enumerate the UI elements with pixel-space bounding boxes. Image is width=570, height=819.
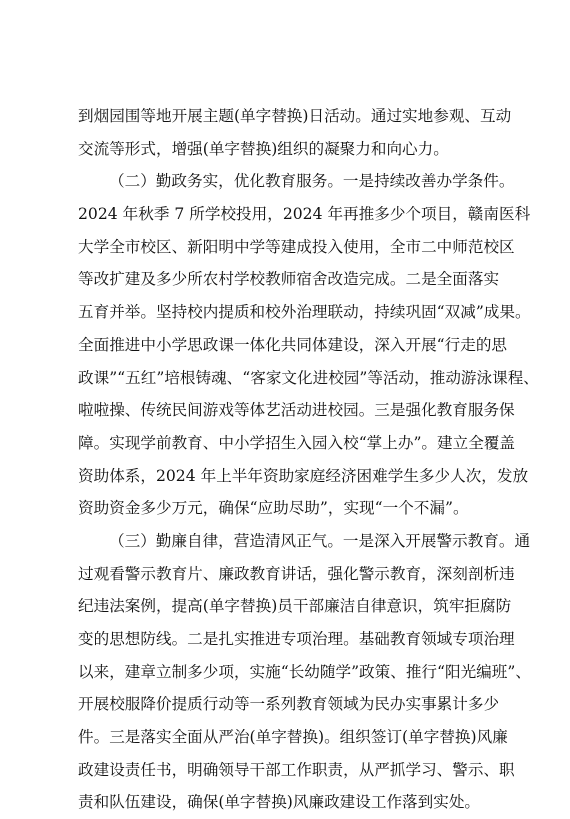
text-line: 资助体系，2024 年上半年资助家庭经济困难学生多少人次，发放: [78, 466, 529, 485]
text-line: 政课”“五红”培根铸魂、“客家文化进校园”等活动，推动游泳课程、: [78, 368, 539, 387]
text-line: 2024 年秋季 7 所学校投用，2024 年再推多少个项目，赣南医科: [78, 205, 531, 224]
text-line: 开展校服降价提质行动等一系列教育领域为民办实事累计多少: [78, 695, 500, 714]
text-line: 到烟园围等地开展主题(单字替换)日活动。通过实地参观、互动: [78, 107, 512, 125]
text-line: 大学全市校区、新阳明中学等建成投入使用，全市二中师范校区: [78, 237, 515, 256]
text-line: 件。三是落实全面从严治(单字替换)。组织签订(单字替换)风廉: [78, 728, 508, 747]
document-body: [78, 100, 539, 819]
text-line: 资助资金多少万元，确保“应助尽助”，实现“一个不漏”。: [78, 499, 469, 518]
text-line: 以来，建章立制多少项，实施“长幼随学”政策、推行“阳光编班”、: [78, 662, 531, 681]
text-line: 变的思想防线。二是扎实推进专项治理。基础教育领域专项治理: [78, 630, 515, 648]
text-line: 交流等形式，增强(单字替换)组织的凝聚力和向心力。: [78, 139, 449, 158]
text-line: 政建设责任书，明确领导干部工作职责，从严抓学习、警示、职: [78, 760, 515, 779]
text-line: 过观看警示教育片、廉政教育讲话，强化警示教育，深刻剖析违: [78, 564, 515, 583]
text-line: 五育并举。坚持校内提质和校外治理联动，持续巩固“双减”成果。: [78, 303, 531, 322]
text-line: 责和队伍建设，确保(单字替换)风廉政建设工作落到实处。: [78, 793, 481, 812]
text-line: 等改扩建及多少所农村学校教师宿舍改造完成。二是全面落实: [78, 270, 500, 289]
section-heading-line: （二）勤政务实，优化教育服务。一是持续改善办学条件。: [109, 172, 515, 191]
text-line: 纪违法案例，提高(单字替换)员干部廉洁自律意识，筑牢拒腐防: [78, 597, 512, 616]
section-heading-line: （三）勤廉自律，营造清风正气。一是深入开展警示教育。通: [109, 531, 531, 550]
text-line: 啦啦操、传统民间游戏等体艺活动进校园。三是强化教育服务保: [78, 401, 515, 420]
text-line: 全面推进中小学思政课一体化共同体建设，深入开展“行走的思: [78, 335, 508, 354]
text-line: 障。实现学前教育、中小学招生入园入校“掌上办”。建立全覆盖: [78, 433, 515, 452]
